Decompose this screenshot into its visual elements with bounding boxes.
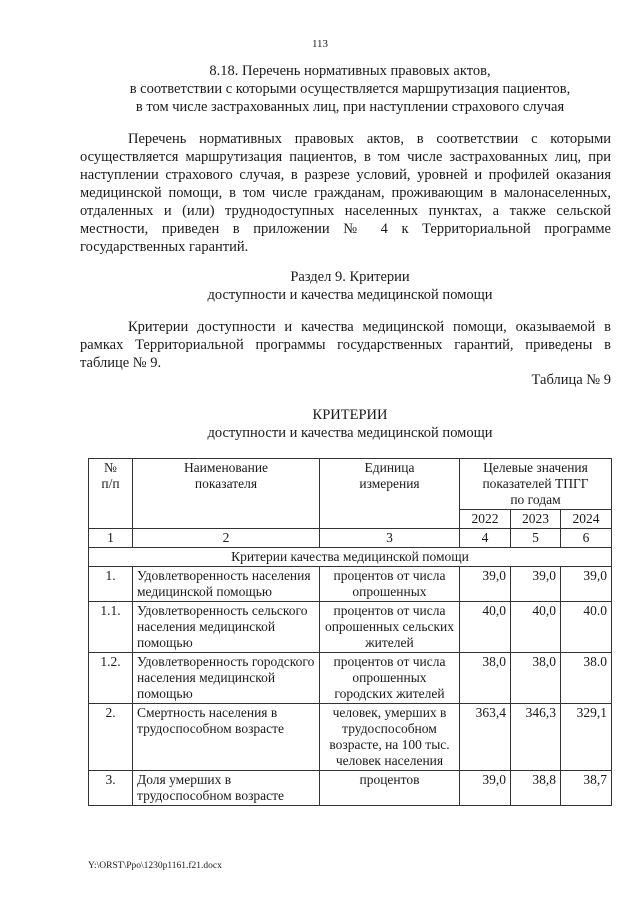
row-num: 2. xyxy=(89,704,133,771)
page-number: 113 xyxy=(311,38,329,50)
col-number: 1 xyxy=(89,529,133,548)
row-value-2024: 329,1 xyxy=(561,704,612,771)
section-9-title-line: Раздел 9. Критерии xyxy=(290,269,410,285)
row-name: Доля умерших в трудоспособном возрасте xyxy=(133,771,320,806)
table-row xyxy=(89,602,612,653)
table-row xyxy=(89,704,612,771)
col-number: 6 xyxy=(561,529,612,548)
section-8-18-title xyxy=(80,62,620,116)
row-value-2022: 363,4 xyxy=(460,704,511,771)
row-value-2023: 38,0 xyxy=(511,653,561,704)
header-targets: Целевые значения показателей ТПГГ по годам xyxy=(460,459,612,510)
row-value-2024: 38,7 xyxy=(561,771,612,806)
row-unit: процентов от числа опрошенных сельских жителей xyxy=(320,602,460,653)
col-number: 4 xyxy=(460,529,511,548)
col-number: 5 xyxy=(511,529,561,548)
row-name: Удовлетворенность населения медицинской помощью xyxy=(133,567,320,602)
row-num: 1.1. xyxy=(89,602,133,653)
row-value-2023: 38,8 xyxy=(511,771,561,806)
footer-file-path: Y:\ORST\Ppo\1230p1161.f21.docx xyxy=(88,861,222,871)
row-name: Удовлетворенность городского населения медицинской помощью xyxy=(133,653,320,704)
row-num: 3. xyxy=(89,771,133,806)
header-year: 2024 xyxy=(561,510,612,529)
row-value-2022: 39,0 xyxy=(460,771,511,806)
col-number: 2 xyxy=(133,529,320,548)
row-value-2024: 40.0 xyxy=(561,602,612,653)
section-9-title xyxy=(80,268,620,304)
section-9-title-line: доступности и качества медицинской помощи xyxy=(207,287,493,303)
row-value-2022: 38,0 xyxy=(460,653,511,704)
header-year: 2023 xyxy=(511,510,561,529)
row-num: 1.2. xyxy=(89,653,133,704)
table-header-row xyxy=(89,459,612,510)
table-section-row xyxy=(89,548,612,567)
row-value-2023: 39,0 xyxy=(511,567,561,602)
criteria-table xyxy=(88,458,612,806)
table-title xyxy=(80,406,620,442)
section-8-18-title-line: в том числе застрахованных лиц, при наступлении страхового случая xyxy=(135,99,565,115)
section-row-label: Критерии качества медицинской помощи xyxy=(89,548,612,567)
table-label: Таблица № 9 xyxy=(531,372,611,388)
table-row xyxy=(89,567,612,602)
row-value-2023: 346,3 xyxy=(511,704,561,771)
section-9-paragraph: Критерии доступности и качества медицинской помощи, оказываемой в рамках Территориальной программы государственных гарантий, приведены в таблице № 9. xyxy=(80,319,611,371)
row-num: 1. xyxy=(89,567,133,602)
header-num: № п/п xyxy=(89,459,133,529)
header-unit: Единица измерения xyxy=(320,459,460,529)
table-colnum-row xyxy=(89,529,612,548)
row-unit: процентов от числа опрошенных xyxy=(320,567,460,602)
header-year: 2022 xyxy=(460,510,511,529)
table-row xyxy=(89,653,612,704)
table-title-line: КРИТЕРИИ xyxy=(312,407,388,423)
row-value-2024: 38.0 xyxy=(561,653,612,704)
row-name: Удовлетворенность сельского населения медицинской помощью xyxy=(133,602,320,653)
row-value-2022: 40,0 xyxy=(460,602,511,653)
section-8-18-title-line: в соответствии с которыми осуществляется маршрутизация пациентов, xyxy=(129,81,571,97)
row-value-2022: 39,0 xyxy=(460,567,511,602)
col-number: 3 xyxy=(320,529,460,548)
row-unit: человек, умерших в трудоспособном возрасте, на 100 тыс. человек населения xyxy=(320,704,460,771)
table-title-line: доступности и качества медицинской помощи xyxy=(207,425,493,441)
row-name: Смертность населения в трудоспособном возрасте xyxy=(133,704,320,771)
row-value-2024: 39,0 xyxy=(561,567,612,602)
section-8-18-title-line: 8.18. Перечень нормативных правовых актов, xyxy=(209,63,491,79)
table-row xyxy=(89,771,612,806)
section-8-18-paragraph: Перечень нормативных правовых актов, в соответствии с которыми осуществляется маршрутизация пациентов, в том числе застрахованных лиц, при наступлении страхового случая, в разрезе условий, уровней и профилей оказания медицинской помощи, в том числе гражданам, проживающим в малонаселенных, отдаленных и (или) труднодоступных населенных пунктах, а также сельской местности, приведен в приложении № 4 к Территориальной программе государственных гарантий. xyxy=(80,131,611,255)
row-unit: процентов xyxy=(320,771,460,806)
row-unit: процентов от числа опрошенных городских жителей xyxy=(320,653,460,704)
row-value-2023: 40,0 xyxy=(511,602,561,653)
header-name: Наименование показателя xyxy=(133,459,320,529)
